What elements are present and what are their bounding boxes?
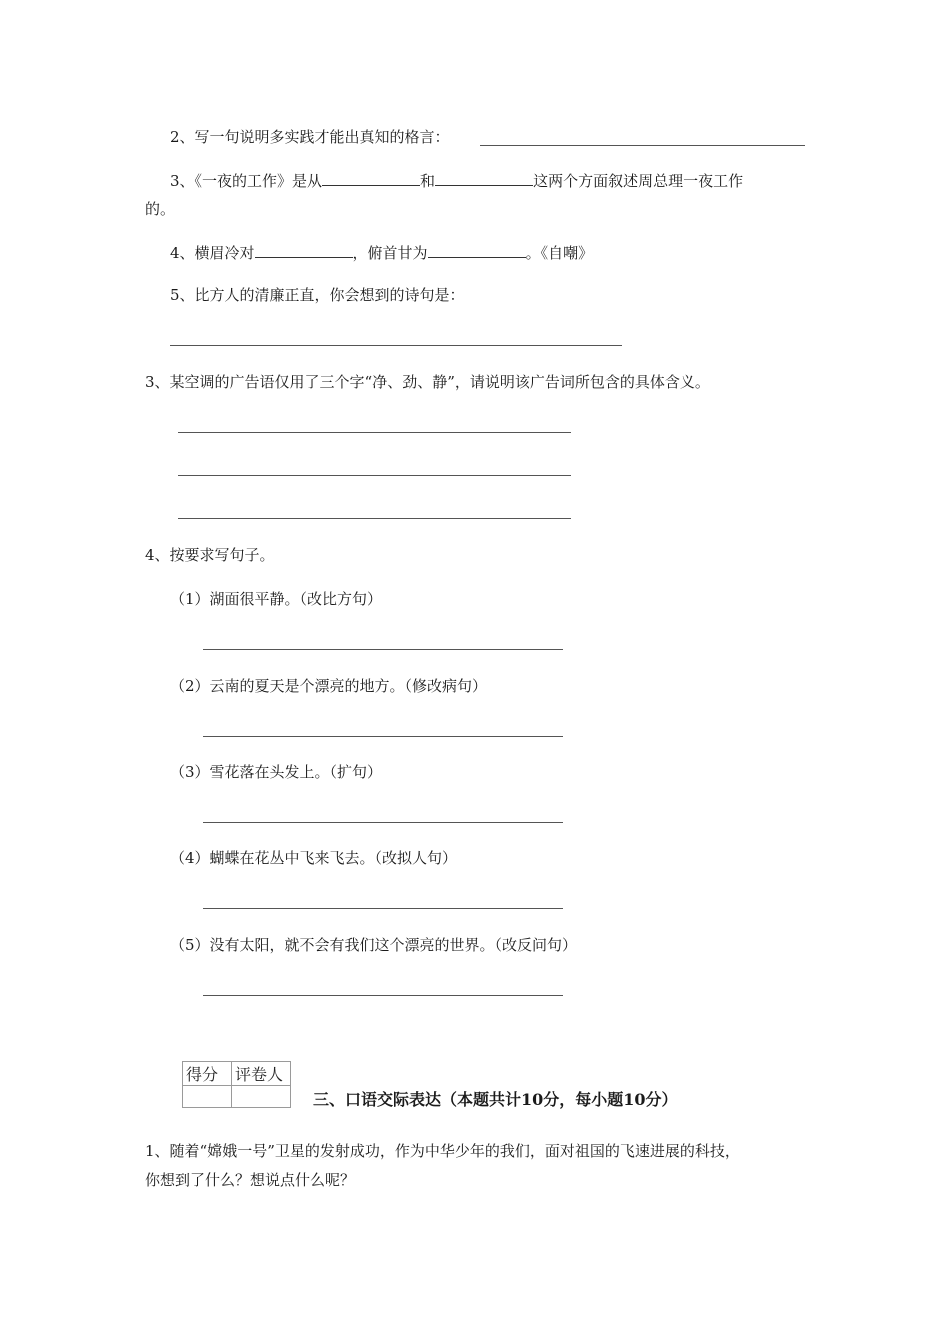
question-3-prefix: 3、《一夜的工作》是从 bbox=[170, 172, 323, 190]
sentence-item: （1）湖面很平静。（改比方句） bbox=[170, 590, 383, 608]
blank-field[interactable] bbox=[255, 242, 353, 258]
question-3-suffix: 这两个方面叙述周总理一夜工作 bbox=[533, 172, 744, 190]
blank-field[interactable] bbox=[435, 170, 533, 186]
answer-line[interactable] bbox=[203, 908, 563, 909]
blank-field[interactable] bbox=[428, 242, 526, 258]
section3-question-line2: 你想到了什么？想说点什么呢？ bbox=[145, 1171, 356, 1189]
question-4-prefix: 4、横眉冷对 bbox=[170, 244, 255, 262]
score-cell[interactable] bbox=[183, 1086, 232, 1108]
reviewer-cell[interactable] bbox=[232, 1086, 291, 1108]
question-3-mid: 和 bbox=[420, 172, 436, 190]
answer-line[interactable] bbox=[203, 995, 563, 996]
question-4-mid: ，俯首甘为 bbox=[352, 244, 428, 262]
answer-line[interactable] bbox=[178, 475, 571, 476]
reviewer-label: 评卷人 bbox=[232, 1062, 291, 1086]
section-heading: 三、口语交际表达（本题共计10分，每小题10分） bbox=[313, 1090, 678, 1109]
answer-line[interactable] bbox=[203, 649, 563, 650]
question-4-text bbox=[170, 242, 593, 263]
score-label: 得分 bbox=[183, 1062, 232, 1086]
section3-question-line1: 1、随着“嫦娥一号”卫星的发射成功，作为中华少年的我们，面对祖国的飞速进展的科技， bbox=[145, 1142, 740, 1160]
answer-line[interactable] bbox=[170, 345, 622, 346]
answer-line[interactable] bbox=[178, 432, 571, 433]
blank-field[interactable] bbox=[322, 170, 420, 186]
sentence-item: （4）蝴蝶在花丛中飞来飞去。（改拟人句） bbox=[170, 849, 458, 867]
question-2-text bbox=[170, 127, 450, 147]
question-3-continuation: 的。 bbox=[145, 200, 176, 218]
ad-question-text: 3、某空调的广告语仅用了三个字“净、劲、静”，请说明该广告词所包含的具体含义。 bbox=[145, 373, 710, 391]
sentence-item: （2）云南的夏天是个漂亮的地方。（修改病句） bbox=[170, 677, 488, 695]
answer-line[interactable] bbox=[480, 145, 805, 146]
answer-line[interactable] bbox=[203, 822, 563, 823]
answer-line[interactable] bbox=[203, 736, 563, 737]
question-5-text: 5、比方人的清廉正直，你会想到的诗句是： bbox=[170, 286, 465, 304]
score-box bbox=[182, 1061, 291, 1108]
question-4-suffix: 。《自嘲》 bbox=[525, 244, 594, 262]
question-2-prompt: 2、写一句说明多实践才能出真知的格言： bbox=[170, 128, 450, 146]
sentence-question-title: 4、按要求写句子。 bbox=[145, 546, 275, 564]
question-3-text bbox=[170, 170, 743, 191]
answer-line[interactable] bbox=[178, 518, 571, 519]
sentence-item: （5）没有太阳，就不会有我们这个漂亮的世界。（改反问句） bbox=[170, 936, 578, 954]
sentence-item: （3）雪花落在头发上。（扩句） bbox=[170, 763, 383, 781]
